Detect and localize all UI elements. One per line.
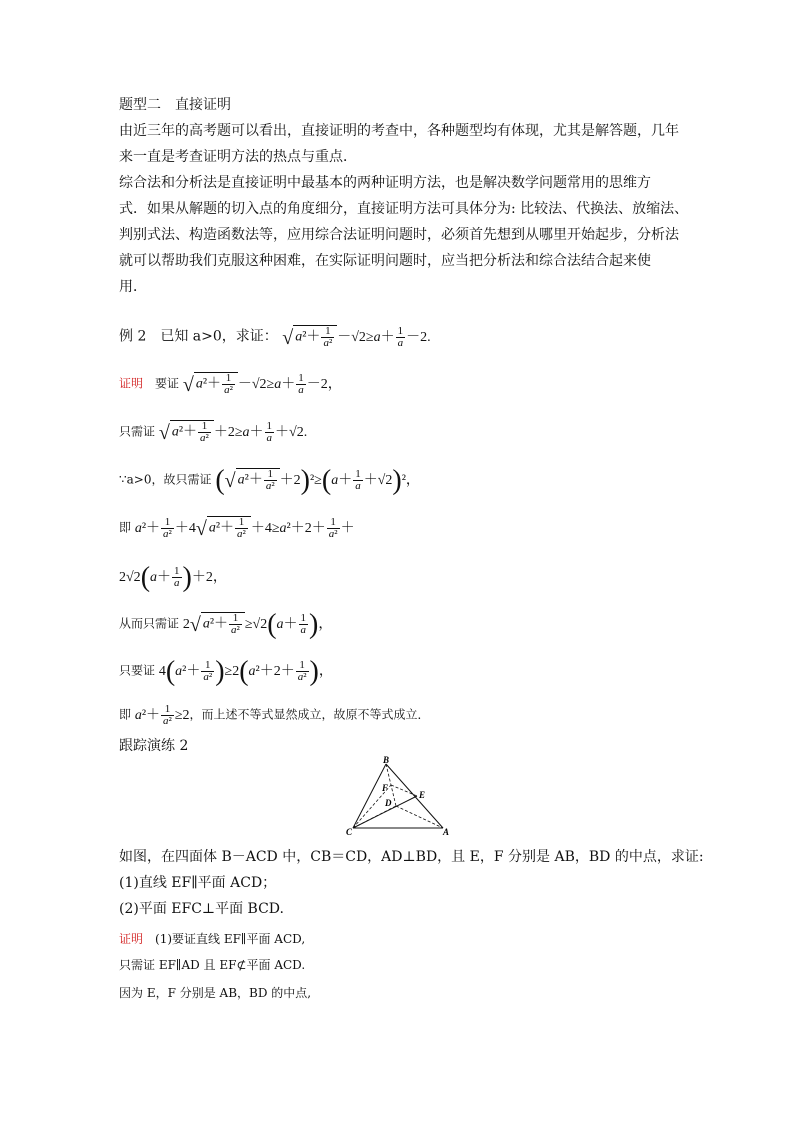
example-2-label: 例 2 已知 a>0，求证：: [119, 328, 278, 345]
practice-question-2: (2)平面 EFC⊥平面 BCD.: [119, 901, 284, 917]
label-B: B: [383, 756, 390, 765]
proof-step-8: 即 a²＋ $\frac{1}{\text{a²}}$ ≥2，而上述不等式显然成立，故原不等式成立．: [119, 703, 430, 727]
proof-step-2: 只需证 √ a²＋ $\frac{1}{\text{a²}}$ ＋2≥a＋ $\frac{1}{a}$ ＋√2.: [119, 420, 308, 444]
practice-proof-1: 证明 (1)要证直线 EF∥平面 ACD,: [119, 932, 306, 946]
label-A: A: [443, 827, 450, 837]
intro-line: 式．如果从解题的切入点的角度细分，直接证明方法可具体分为: 比较法、代换法、放缩法、: [119, 201, 689, 217]
section-title: 题型二 直接证明: [119, 97, 231, 113]
intro-line: 用．: [119, 279, 147, 295]
intro-line: 综合法和分析法是直接证明中最基本的两种证明方法，也是解决数学问题常用的思维方: [119, 175, 651, 191]
proof-step-7: 只要证 4(a²＋ $\frac{1}{\text{a²}}$ )≥2(a²＋2＋ $\frac{1}{\text{a²}}$ )，: [119, 655, 333, 687]
label-F: F: [382, 783, 389, 793]
proof-step-3: ∵a>0，故只需证 (√ a²＋ $\frac{1}{\text{a²}}$ ＋2)²≥(a＋ $\frac{1}{a}$ ＋√2)²，: [119, 464, 420, 496]
practice-statement: 如图，在四面体 B－ACD 中，CB＝CD，AD⊥BD，且 E，F 分别是 AB，BD 的中点，求证:: [119, 849, 704, 865]
example-2-statement: [119, 325, 431, 349]
practice-title: 跟踪演练 2: [119, 738, 189, 754]
proof-step-6: 从而只需证 2√ a²＋ $\frac{1}{\text{a²}}$ ≥√2(a＋ $\frac{1}{a}$ )，: [119, 608, 333, 640]
label-D: D: [385, 798, 392, 808]
intro-line: 由近三年的高考题可以看出，直接证明的考查中，各种题型均有体现，尤其是解答题，几年: [119, 123, 679, 139]
intro-line: 判别式法、构造函数法等，应用综合法证明问题时，必须首先想到从哪里开始起步，分析法: [119, 227, 679, 243]
proof-step-4: 即 a²＋ $\frac{1}{\text{a²}}$ ＋4√ a²＋ $\frac{1}{\text{a²}}$ ＋4≥a²＋2＋ $\frac{1}{\text{a²}}$ ＋: [119, 516, 355, 540]
proof-step-5: 2√2(a＋ $\frac{1}{a}$ )＋2，: [119, 561, 227, 593]
practice-proof-2: 只需证 EF∥AD 且 EF⊄平面 ACD.: [119, 958, 306, 972]
proof-step-1: 证明 要证 √ a²＋ $\frac{1}{\text{a²}}$ －√2≥a＋ $\frac{1}{a}$ －2，: [119, 372, 342, 396]
label-E: E: [419, 790, 426, 800]
tetrahedron-figure: [340, 756, 455, 838]
edge-BA: [386, 764, 443, 828]
proof-label: 证明: [119, 932, 144, 946]
practice-question-1: (1)直线 EF∥平面 ACD；: [119, 875, 277, 891]
example-2-inequality: √ a²＋ $\frac{1}{\text{a²}}$ －√2≥a＋ $\frac{1}{a}$ －2.: [282, 325, 431, 349]
practice-proof-3: 因为 E，F 分别是 AB，BD 的中点,: [119, 986, 312, 1000]
intro-line: 就可以帮助我们克服这种困难，在实际证明问题时，应当把分析法和综合法结合起来使: [119, 253, 651, 269]
intro-line: 来一直是考查证明方法的热点与重点．: [119, 149, 357, 165]
proof-label: 证明: [119, 376, 144, 391]
label-C: C: [346, 827, 353, 837]
edge-DA: [396, 806, 443, 828]
